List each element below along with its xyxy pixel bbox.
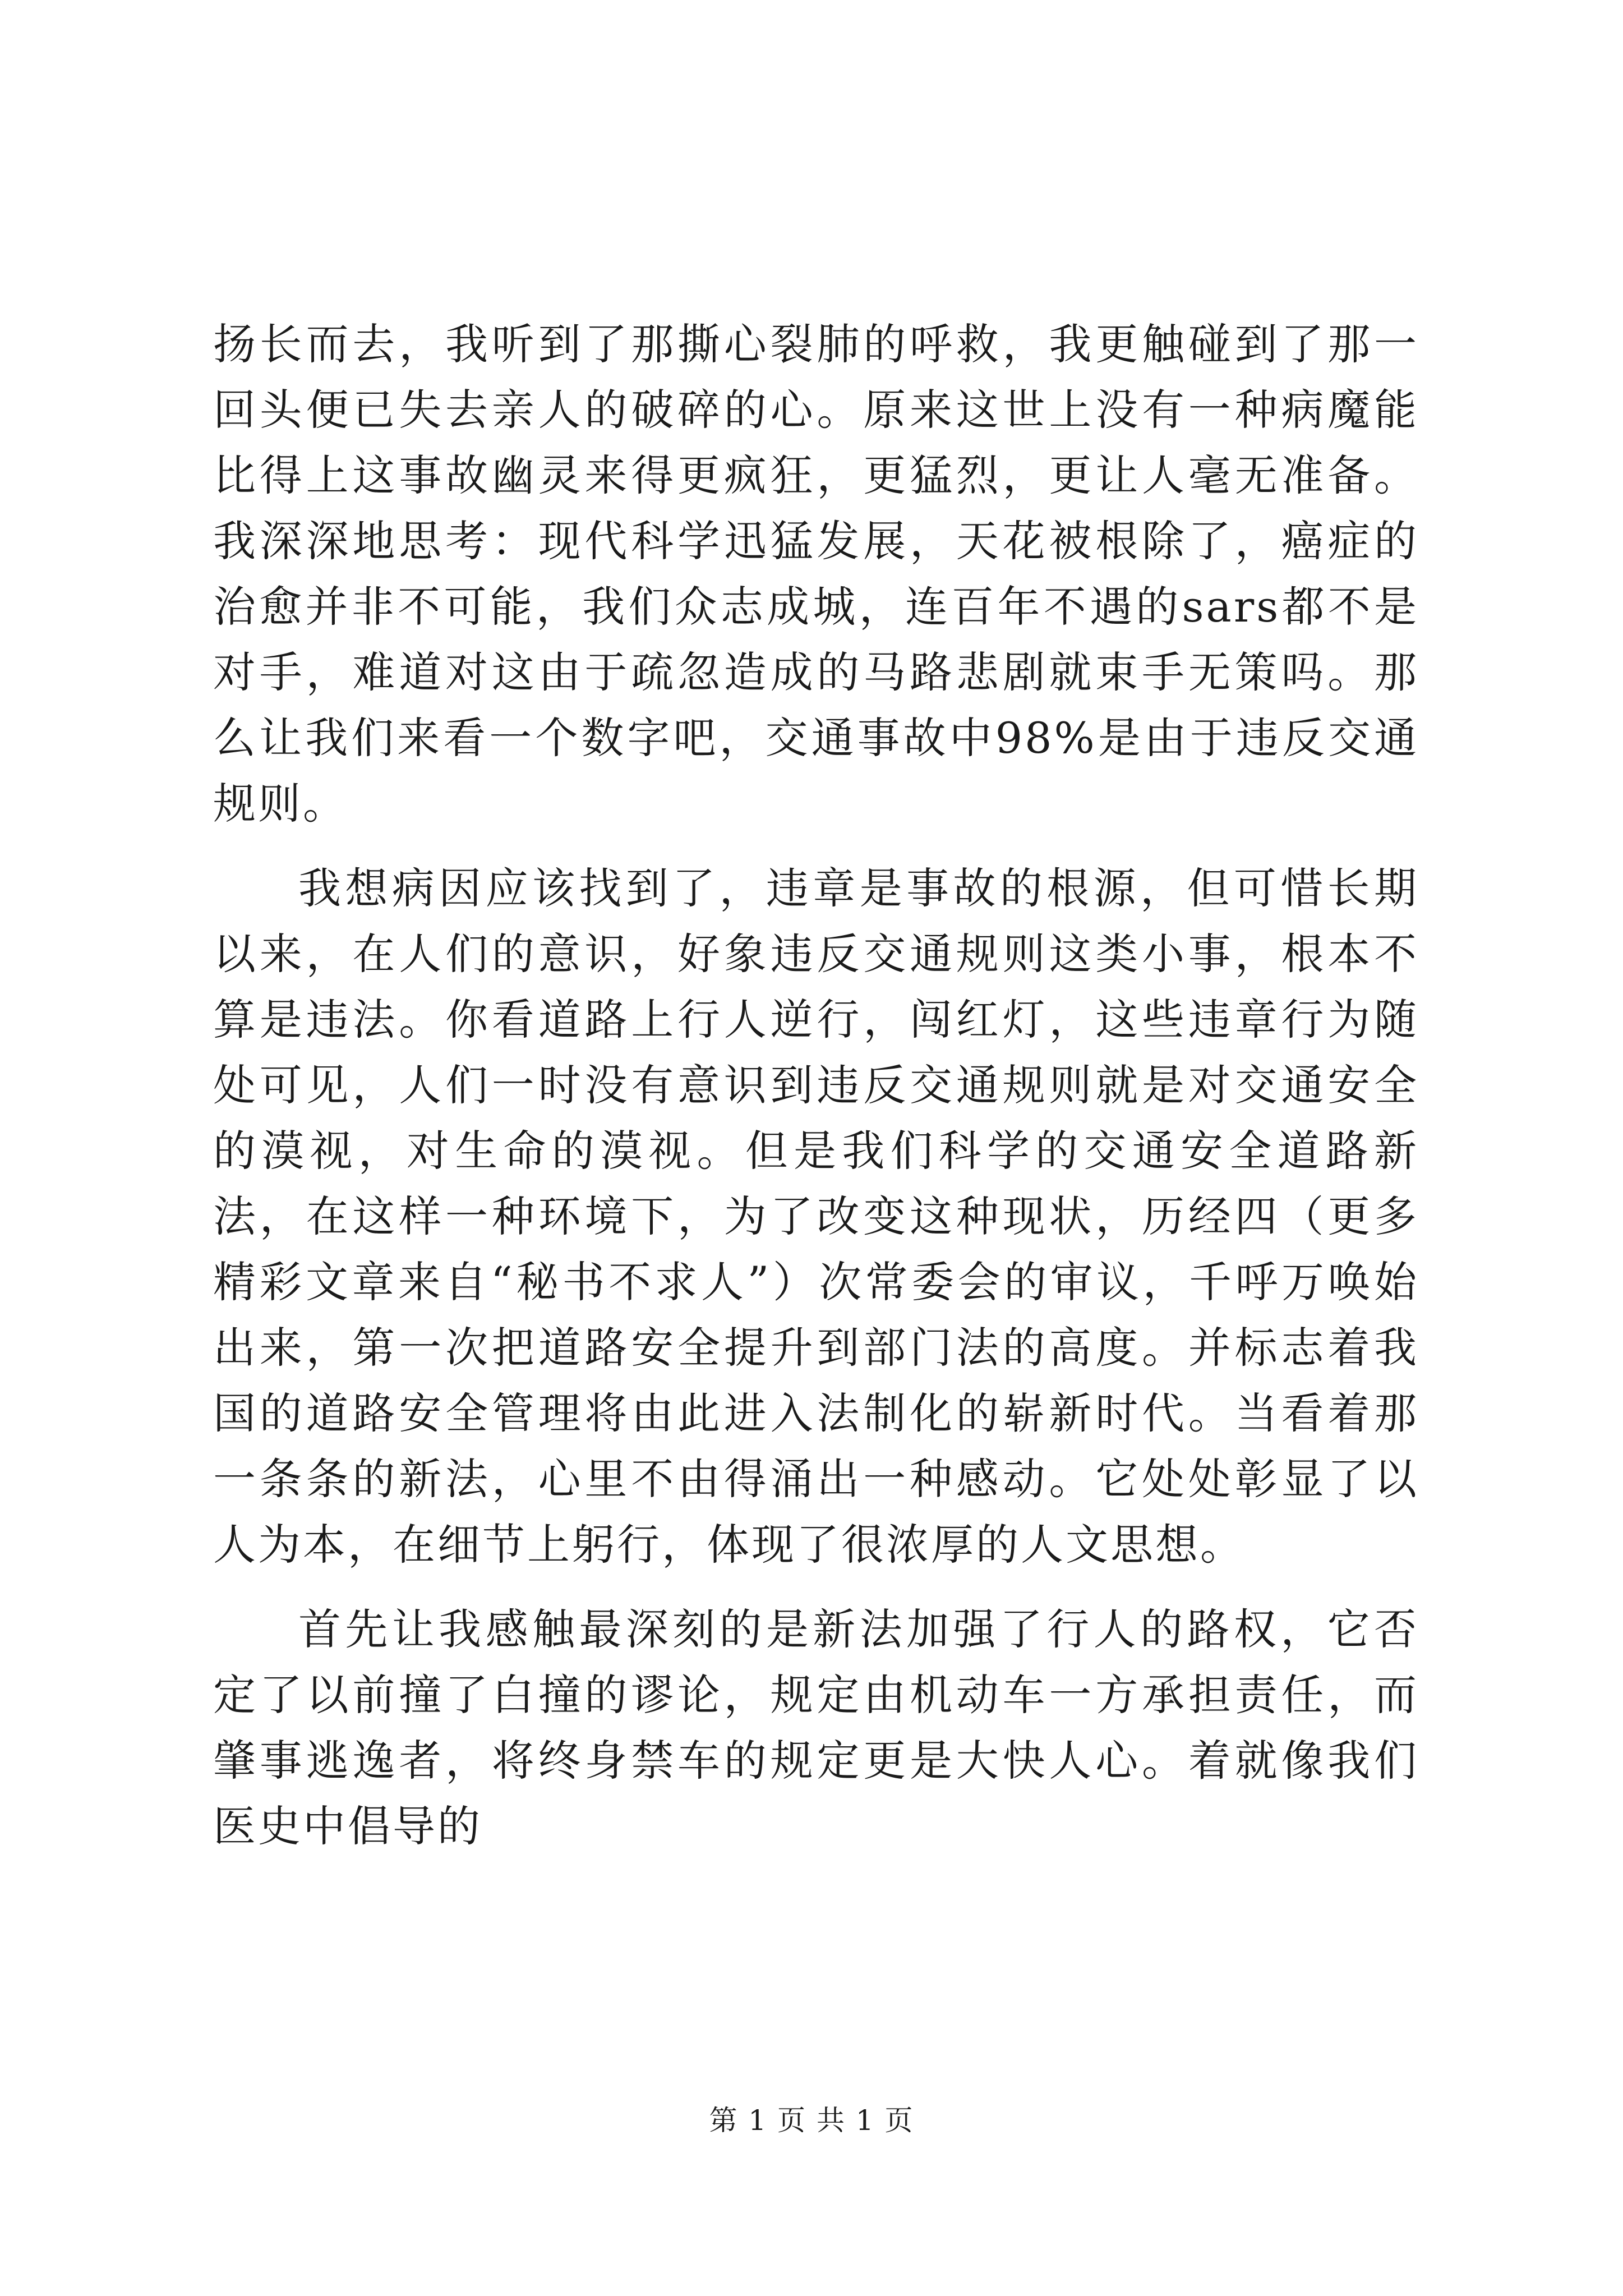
page-number-label: 第 1 页 共 1 页	[709, 2104, 914, 2137]
page-footer	[0, 2098, 1623, 2138]
paragraph-2: 我想病因应该找到了，违章是事故的根源，但可惜长期以来，在人们的意识，好象违反交通规则这类小事，根本不算是违法。你看道路上行人逆行，闯红灯，这些违章行为随处可见，人们一时没有意识到违反交通规则就是对交通安全的漠视，对生命的漠视。但是我们科学的交通安全道路新法，在这样一种环境下，为了改变这种现状，历经四（更多精彩文章来自“秘书不求人”）次常委会的审议，千呼万唤始出来，第一次把道路安全提升到部门法的高度。并标志着我国的道路安全管理将由此进入法制化的崭新时代。当看着那一条条的新法，心里不由得涌出一种感动。它处处彰显了以人为本，在细节上躬行，体现了很浓厚的人文思想。	[213, 863, 1419, 1570]
document-body	[213, 311, 1419, 1878]
paragraph-1: 扬长而去，我听到了那撕心裂肺的呼救，我更触碰到了那一回头便已失去亲人的破碎的心。原来这世上没有一种病魔能比得上这事故幽灵来得更疯狂，更猛烈，更让人毫无准备。我深深地思考：现代科学迅猛发展，天花被根除了，癌症的治愈并非不可能，我们众志成城，连百年不遇的sars都不是对手，难道对这由于疏忽造成的马路悲剧就束手无策吗。那么让我们来看一个数字吧，交通事故中98%是由于违反交通规则。	[213, 319, 1419, 829]
paragraph-3: 首先让我感触最深刻的是新法加强了行人的路权，它否定了以前撞了白撞的谬论，规定由机动车一方承担责任，而肇事逃逸者，将终身禁车的规定更是大快人心。着就像我们医史中倡导的	[213, 1604, 1419, 1851]
